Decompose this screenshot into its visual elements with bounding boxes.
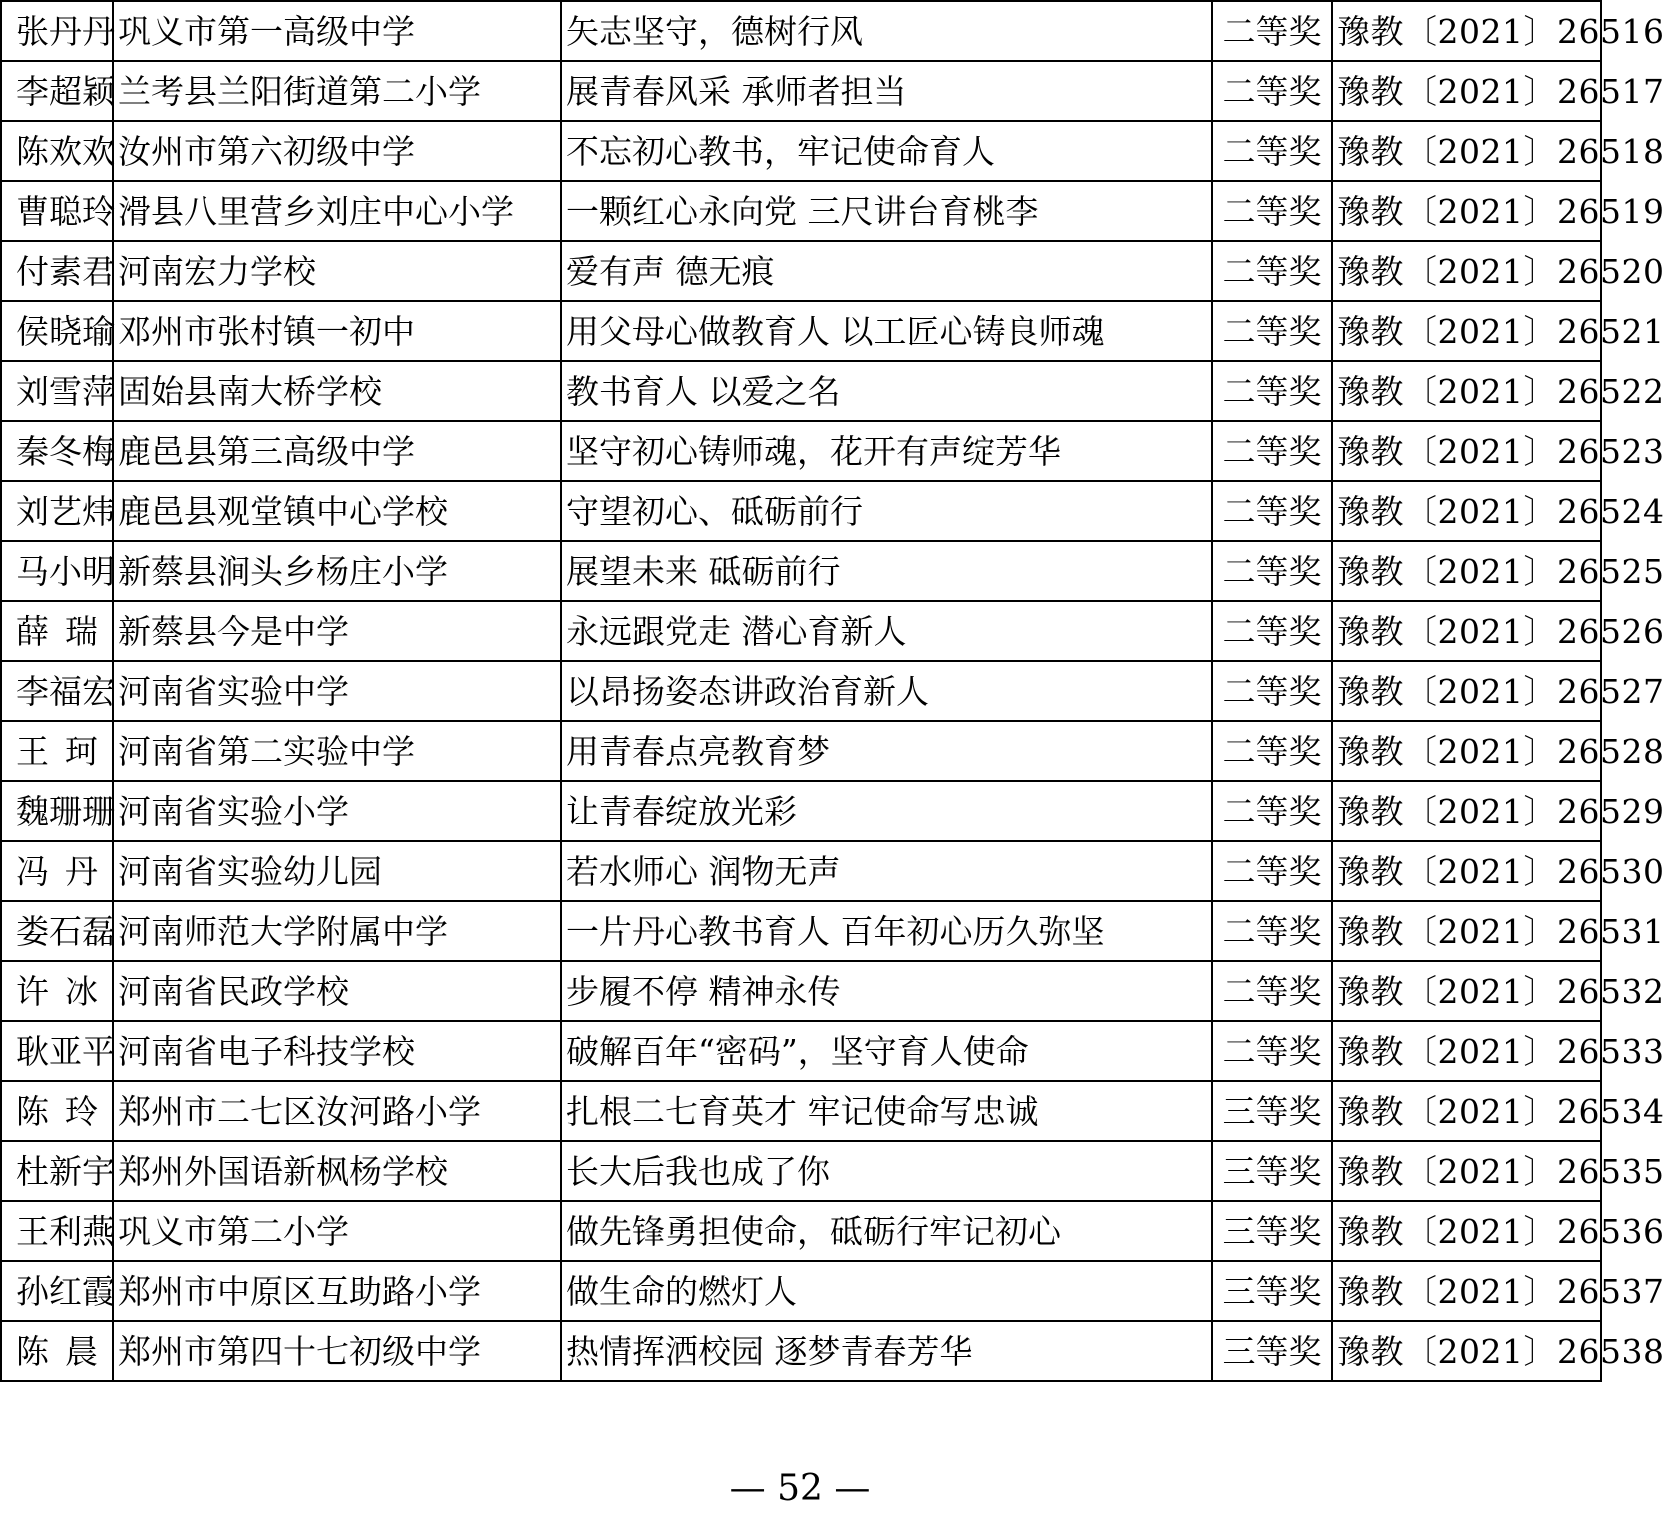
table-row (1, 901, 1601, 961)
certificate-number: 豫教〔2021〕26536 (1332, 1201, 1601, 1261)
awardee-name: 冯丹 (1, 841, 113, 901)
table-row (1, 661, 1601, 721)
school-name: 河南省民政学校 (113, 961, 561, 1021)
awardee-name: 王利燕 (1, 1201, 113, 1261)
certificate-number: 豫教〔2021〕26527 (1332, 661, 1601, 721)
award-level: 二等奖 (1212, 781, 1332, 841)
school-name: 兰考县兰阳街道第二小学 (113, 61, 561, 121)
award-level: 三等奖 (1212, 1261, 1332, 1321)
certificate-number: 豫教〔2021〕26523 (1332, 421, 1601, 481)
entry-title: 若水师心 润物无声 (561, 841, 1212, 901)
school-name: 巩义市第一高级中学 (113, 1, 561, 61)
award-level: 二等奖 (1212, 901, 1332, 961)
certificate-number: 豫教〔2021〕26519 (1332, 181, 1601, 241)
table-row (1, 1, 1601, 61)
certificate-number: 豫教〔2021〕26535 (1332, 1141, 1601, 1201)
school-name: 邓州市张村镇一初中 (113, 301, 561, 361)
table-row (1, 601, 1601, 661)
school-name: 河南省实验幼儿园 (113, 841, 561, 901)
certificate-number: 豫教〔2021〕26520 (1332, 241, 1601, 301)
awardee-name: 李福宏 (1, 661, 113, 721)
table-row (1, 1021, 1601, 1081)
certificate-number: 豫教〔2021〕26530 (1332, 841, 1601, 901)
certificate-number: 豫教〔2021〕26533 (1332, 1021, 1601, 1081)
entry-title: 热情挥洒校园 逐梦青春芳华 (561, 1321, 1212, 1381)
award-level: 二等奖 (1212, 181, 1332, 241)
awardee-name: 刘艺炜 (1, 481, 113, 541)
entry-title: 守望初心、砥砺前行 (561, 481, 1212, 541)
school-name: 河南省实验中学 (113, 661, 561, 721)
entry-title: 坚守初心铸师魂，花开有声绽芳华 (561, 421, 1212, 481)
school-name: 郑州市中原区互助路小学 (113, 1261, 561, 1321)
certificate-number: 豫教〔2021〕26526 (1332, 601, 1601, 661)
award-level: 二等奖 (1212, 601, 1332, 661)
table-row (1, 241, 1601, 301)
award-level: 二等奖 (1212, 241, 1332, 301)
award-level: 二等奖 (1212, 61, 1332, 121)
award-level: 三等奖 (1212, 1201, 1332, 1261)
awardee-name: 马小明 (1, 541, 113, 601)
award-level: 二等奖 (1212, 481, 1332, 541)
school-name: 汝州市第六初级中学 (113, 121, 561, 181)
certificate-number: 豫教〔2021〕26529 (1332, 781, 1601, 841)
awardee-name: 耿亚平 (1, 1021, 113, 1081)
entry-title: 做生命的燃灯人 (561, 1261, 1212, 1321)
awardee-name: 张丹丹 (1, 1, 113, 61)
entry-title: 一颗红心永向党 三尺讲台育桃李 (561, 181, 1212, 241)
awardee-name: 孙红霞 (1, 1261, 113, 1321)
entry-title: 爱有声 德无痕 (561, 241, 1212, 301)
entry-title: 不忘初心教书，牢记使命育人 (561, 121, 1212, 181)
table-row (1, 961, 1601, 1021)
awardee-name: 王珂 (1, 721, 113, 781)
awardee-name: 陈玲 (1, 1081, 113, 1141)
award-level: 二等奖 (1212, 301, 1332, 361)
awardee-name: 许冰 (1, 961, 113, 1021)
table-row (1, 541, 1601, 601)
table-row (1, 841, 1601, 901)
entry-title: 以昂扬姿态讲政治育新人 (561, 661, 1212, 721)
awardee-name: 侯晓瑜 (1, 301, 113, 361)
award-level: 二等奖 (1212, 1, 1332, 61)
school-name: 河南师范大学附属中学 (113, 901, 561, 961)
entry-title: 破解百年“密码”，坚守育人使命 (561, 1021, 1212, 1081)
table-row (1, 1201, 1601, 1261)
school-name: 鹿邑县观堂镇中心学校 (113, 481, 561, 541)
award-level: 二等奖 (1212, 721, 1332, 781)
entry-title: 一片丹心教书育人 百年初心历久弥坚 (561, 901, 1212, 961)
certificate-number: 豫教〔2021〕26517 (1332, 61, 1601, 121)
table-row (1, 1321, 1601, 1381)
entry-title: 让青春绽放光彩 (561, 781, 1212, 841)
school-name: 河南宏力学校 (113, 241, 561, 301)
certificate-number: 豫教〔2021〕26531 (1332, 901, 1601, 961)
table-row (1, 481, 1601, 541)
awardee-name: 陈欢欢 (1, 121, 113, 181)
entry-title: 矢志坚守，德树行风 (561, 1, 1212, 61)
school-name: 河南省第二实验中学 (113, 721, 561, 781)
certificate-number: 豫教〔2021〕26516 (1332, 1, 1601, 61)
table-row (1, 1141, 1601, 1201)
school-name: 鹿邑县第三高级中学 (113, 421, 561, 481)
award-level: 二等奖 (1212, 541, 1332, 601)
table-row (1, 781, 1601, 841)
certificate-number: 豫教〔2021〕26521 (1332, 301, 1601, 361)
award-level: 三等奖 (1212, 1081, 1332, 1141)
table-row (1, 361, 1601, 421)
entry-title: 展青春风采 承师者担当 (561, 61, 1212, 121)
table-body (1, 1, 1664, 1381)
awardee-name: 陈晨 (1, 1321, 113, 1381)
certificate-number: 豫教〔2021〕26532 (1332, 961, 1601, 1021)
certificate-number: 豫教〔2021〕26518 (1332, 121, 1601, 181)
school-name: 新蔡县涧头乡杨庄小学 (113, 541, 561, 601)
table-row (1, 721, 1601, 781)
certificate-number: 豫教〔2021〕26537 (1332, 1261, 1601, 1321)
awardee-name: 薛瑞 (1, 601, 113, 661)
certificate-number: 豫教〔2021〕26538 (1332, 1321, 1601, 1381)
awardee-name: 刘雪萍 (1, 361, 113, 421)
award-level: 二等奖 (1212, 961, 1332, 1021)
entry-title: 教书育人 以爱之名 (561, 361, 1212, 421)
table-row (1, 301, 1601, 361)
certificate-number: 豫教〔2021〕26522 (1332, 361, 1601, 421)
entry-title: 永远跟党走 潜心育新人 (561, 601, 1212, 661)
entry-title: 展望未来 砥砺前行 (561, 541, 1212, 601)
certificate-number: 豫教〔2021〕26534 (1332, 1081, 1601, 1141)
table-row (1, 1081, 1601, 1141)
entry-title: 步履不停 精神永传 (561, 961, 1212, 1021)
award-level: 二等奖 (1212, 421, 1332, 481)
awardee-name: 付素君 (1, 241, 113, 301)
school-name: 河南省实验小学 (113, 781, 561, 841)
school-name: 滑县八里营乡刘庄中心小学 (113, 181, 561, 241)
entry-title: 扎根二七育英才 牢记使命写忠诚 (561, 1081, 1212, 1141)
entry-title: 用父母心做教育人 以工匠心铸良师魂 (561, 301, 1212, 361)
awardee-name: 娄石磊 (1, 901, 113, 961)
award-level: 二等奖 (1212, 361, 1332, 421)
page-number: — 52 — (729, 1468, 871, 1509)
table-row (1, 181, 1601, 241)
certificate-number: 豫教〔2021〕26524 (1332, 481, 1601, 541)
award-level: 三等奖 (1212, 1141, 1332, 1201)
entry-title: 用青春点亮教育梦 (561, 721, 1212, 781)
award-level: 二等奖 (1212, 841, 1332, 901)
award-level: 二等奖 (1212, 121, 1332, 181)
awardee-name: 曹聪玲 (1, 181, 113, 241)
school-name: 郑州市第四十七初级中学 (113, 1321, 561, 1381)
school-name: 河南省电子科技学校 (113, 1021, 561, 1081)
certificate-number: 豫教〔2021〕26525 (1332, 541, 1601, 601)
table-row (1, 121, 1601, 181)
award-level: 三等奖 (1212, 1321, 1332, 1381)
entry-title: 长大后我也成了你 (561, 1141, 1212, 1201)
school-name: 郑州外国语新枫杨学校 (113, 1141, 561, 1201)
awardee-name: 秦冬梅 (1, 421, 113, 481)
table-row (1, 61, 1601, 121)
awardee-name: 魏珊珊 (1, 781, 113, 841)
school-name: 新蔡县今是中学 (113, 601, 561, 661)
awardee-name: 杜新宇 (1, 1141, 113, 1201)
table-row (1, 1261, 1601, 1321)
award-level: 二等奖 (1212, 661, 1332, 721)
school-name: 固始县南大桥学校 (113, 361, 561, 421)
entry-title: 做先锋勇担使命，砥砺行牢记初心 (561, 1201, 1212, 1261)
award-level: 二等奖 (1212, 1021, 1332, 1081)
school-name: 巩义市第二小学 (113, 1201, 561, 1261)
school-name: 郑州市二七区汝河路小学 (113, 1081, 561, 1141)
table-row (1, 421, 1601, 481)
awardee-name: 李超颖 (1, 61, 113, 121)
certificate-number: 豫教〔2021〕26528 (1332, 721, 1601, 781)
